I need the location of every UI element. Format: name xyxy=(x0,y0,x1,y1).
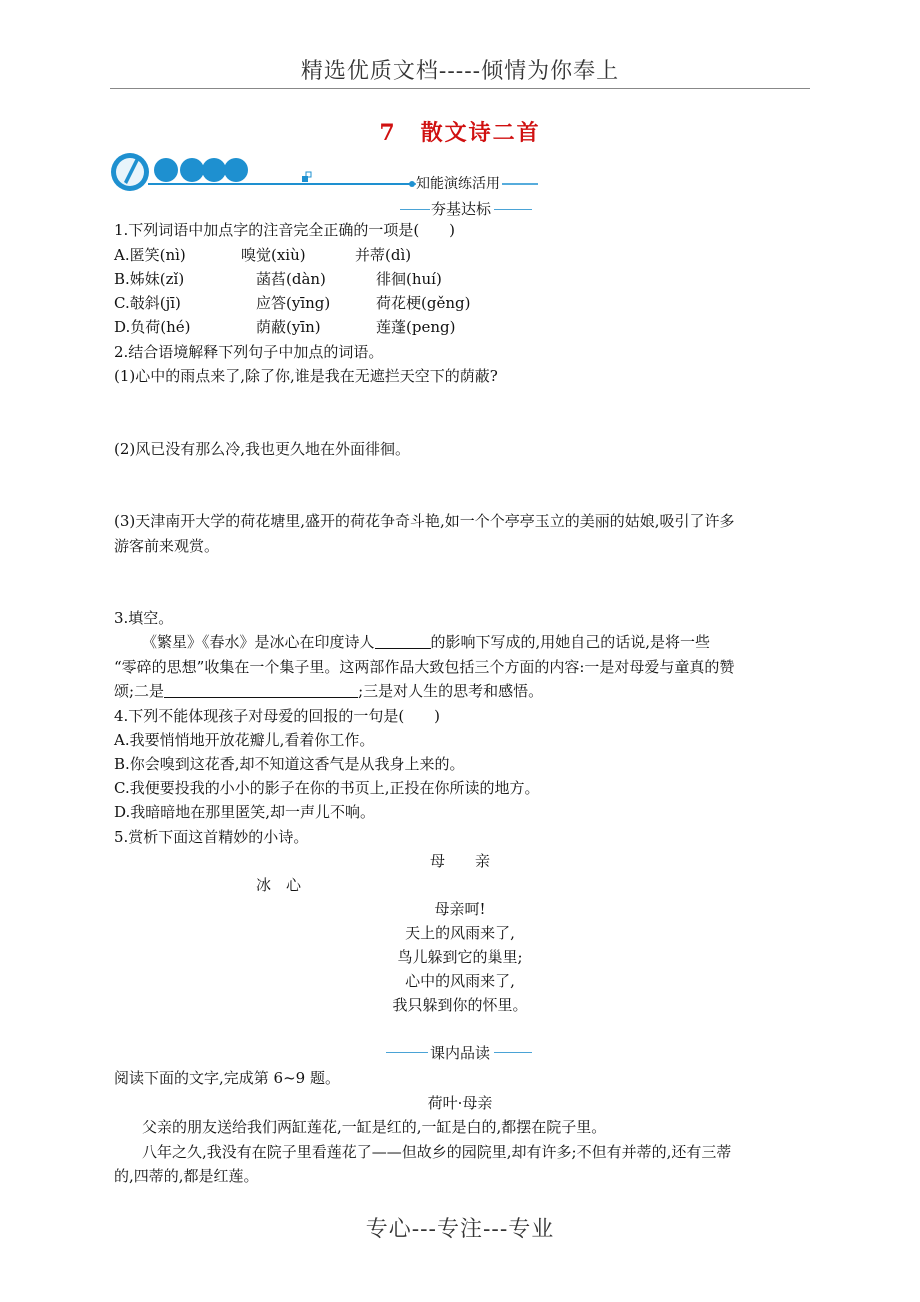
section-rule-right xyxy=(494,1052,532,1053)
poem-line-3: 鸟儿躲到它的巢里; xyxy=(397,948,523,966)
q4-option-b: B.你会嗅到这花香,却不知道这香气是从我身上来的。 xyxy=(114,755,465,773)
q1-option-d2: 荫蔽(yīn) xyxy=(256,318,321,336)
banner-label: 知能演练活用 xyxy=(416,176,500,192)
q1-option-b2: 菡萏(dàn) xyxy=(256,270,326,288)
reading-paragraph-1: 父亲的朋友送给我们两缸莲花,一缸是红的,一缸是白的,都摆在院子里。 xyxy=(142,1118,607,1136)
dot-icon xyxy=(202,158,226,182)
q4-option-d: D.我暗暗地在那里匿笑,却一声儿不响。 xyxy=(114,803,376,821)
section-rule-left xyxy=(386,1052,428,1053)
question-1-stem: 1.下列词语中加点字的注音完全正确的一项是( ) xyxy=(114,221,456,239)
page-footer: 专心---专注---专业 xyxy=(365,1217,555,1242)
poem-line-1: 母亲呵! xyxy=(434,900,486,918)
reading-title: 荷叶·母亲 xyxy=(427,1094,493,1112)
section-rule-left xyxy=(400,209,430,210)
q1-option-c1: C.攲斜(jī) xyxy=(114,294,181,312)
question-4-stem: 4.下列不能体现孩子对母爱的回报的一句是( ) xyxy=(114,707,441,725)
dot-icon xyxy=(154,158,178,182)
q1-option-d3: 莲蓬(peng) xyxy=(376,318,456,336)
reading-paragraph-2b: 的,四蒂的,都是红莲。 xyxy=(114,1167,259,1185)
page-header: 精选优质文档-----倾情为你奉上 xyxy=(300,59,620,84)
q4-option-a: A.我要悄悄地开放花瓣儿,看着你工作。 xyxy=(114,731,375,749)
dot-icon xyxy=(180,158,204,182)
q3-text-3a: 颂;二是 xyxy=(114,682,165,700)
q1-option-b3: 徘徊(huí) xyxy=(376,270,442,288)
q3-blank-1[interactable] xyxy=(375,633,431,649)
question-2-stem: 2.结合语境解释下列句子中加点的词语。 xyxy=(114,343,384,361)
q1-option-b1: B.姊妹(zǐ) xyxy=(114,270,185,288)
q3-line-3 xyxy=(114,680,543,701)
section-rule-right xyxy=(494,209,532,210)
q3-line-1 xyxy=(142,631,710,652)
reading-intro: 阅读下面的文字,完成第 6~9 题。 xyxy=(114,1069,340,1087)
q3-blank-2[interactable] xyxy=(164,682,358,698)
poem-line-2: 天上的风雨来了, xyxy=(405,924,515,942)
q1-option-d1: D.负荷(hé) xyxy=(114,318,191,336)
q1-option-a2: 嗅觉(xiù) xyxy=(241,246,306,264)
q2-sentence-1: (1)心中的雨点来了,除了你,谁是我在无遮拦天空下的荫蔽? xyxy=(114,367,498,385)
poem-line-4: 心中的风雨来了, xyxy=(405,972,515,990)
q3-line-2: “零碎的思想”收集在一个集子里。这两部作品大致包括三个方面的内容:一是对母爱与童真的赞 xyxy=(114,658,735,676)
q3-text-1b: 的影响下写成的,用她自己的话说,是将一些 xyxy=(430,633,711,651)
header-divider xyxy=(110,88,810,89)
dot-icon xyxy=(224,158,248,182)
section-heading-basic: 夯基达标 xyxy=(430,200,491,218)
poem-author: 冰 心 xyxy=(256,876,302,894)
question-5-stem: 5.赏析下面这首精妙的小诗。 xyxy=(114,828,309,846)
q1-option-a1: A.匿笑(nì) xyxy=(114,246,186,264)
q2-sentence-2: (2)风已没有那么冷,我也更久地在外面徘徊。 xyxy=(114,440,411,458)
q3-text-3b: ;三是对人生的思考和感悟。 xyxy=(358,682,544,700)
q1-option-c3: 荷花梗(gěng) xyxy=(376,294,471,312)
poem-title: 母 亲 xyxy=(429,852,490,870)
section-heading-reading: 课内品读 xyxy=(429,1044,490,1062)
q3-text-1a: 《繁星》《春水》是冰心在印度诗人 xyxy=(142,633,375,651)
q4-option-c: C.我便要投我的小小的影子在你的书页上,正投在你所读的地方。 xyxy=(114,779,540,797)
q2-sentence-3a: (3)天津南开大学的荷花塘里,盛开的荷花争奇斗艳,如一个个亭亭玉立的美丽的姑娘,吸引了许多 xyxy=(114,512,735,530)
lesson-title: 7 散文诗二首 xyxy=(379,120,541,146)
q2-sentence-3b: 游客前来观赏。 xyxy=(114,537,220,555)
reading-paragraph-2a: 八年之久,我没有在院子里看莲花了——但故乡的园院里,却有许多;不但有并蒂的,还有三蒂 xyxy=(142,1143,732,1161)
poem-line-5: 我只躲到你的怀里。 xyxy=(392,996,528,1014)
question-3-stem: 3.填空。 xyxy=(114,609,174,627)
q1-option-c2: 应答(yīng) xyxy=(256,294,331,312)
q1-option-a3: 并蒂(dì) xyxy=(355,246,412,264)
